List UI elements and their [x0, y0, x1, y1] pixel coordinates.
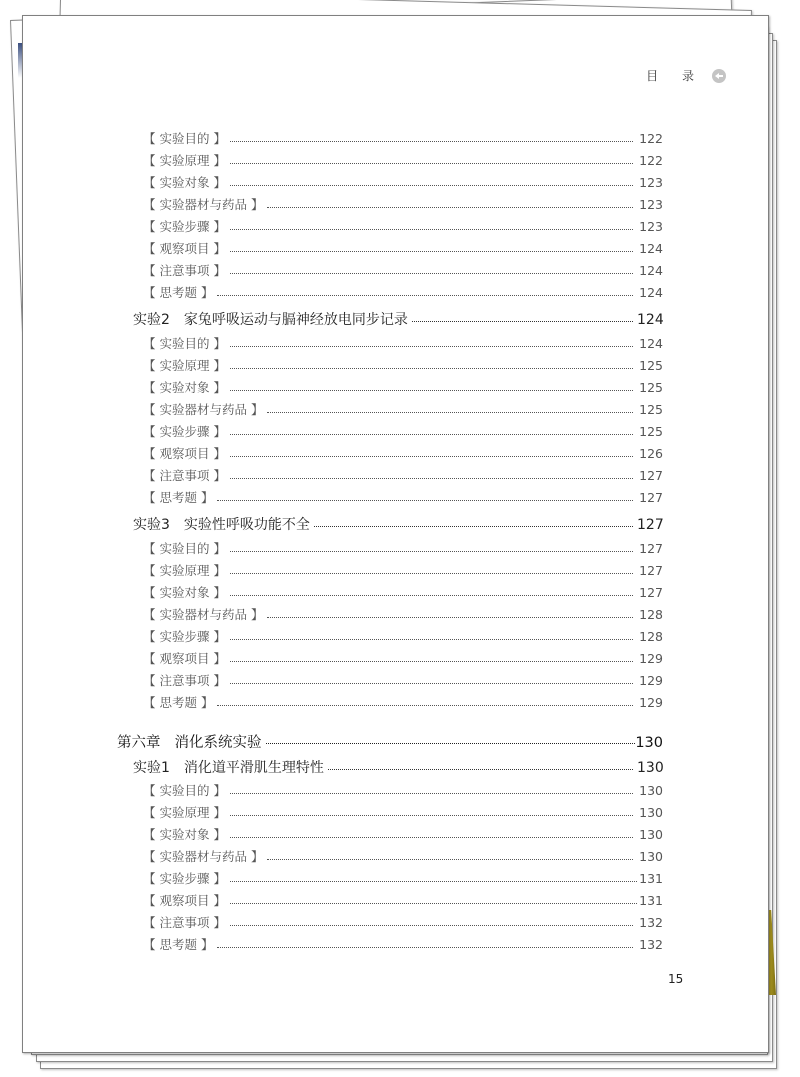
- dot-leader: [230, 346, 633, 347]
- dot-leader: [230, 163, 633, 164]
- toc-entry[interactable]: 【 实验原理 】 130: [143, 805, 663, 820]
- toc-entry[interactable]: 【 实验目的 】 124: [143, 336, 663, 351]
- toc-entry[interactable]: 【 注意事项 】 129: [143, 673, 663, 688]
- dot-leader: [267, 207, 633, 208]
- toc-entry[interactable]: 【 实验对象 】 123: [143, 175, 663, 190]
- toc-entry[interactable]: 【 实验目的 】 122: [143, 131, 663, 146]
- dot-leader: [230, 837, 633, 838]
- toc-entry[interactable]: 【 实验对象 】 130: [143, 827, 663, 842]
- toc-entry[interactable]: 【 实验原理 】 125: [143, 358, 663, 373]
- page-number: 15: [668, 972, 684, 986]
- dot-leader: [314, 526, 633, 527]
- toc-entry[interactable]: 【 实验器材与药品 】 125: [143, 402, 663, 417]
- toc-entry[interactable]: 【 实验步骤 】 128: [143, 629, 663, 644]
- dot-leader: [230, 390, 633, 391]
- toc-entry[interactable]: 【 思考题 】 132: [143, 937, 663, 952]
- dot-leader: [230, 793, 633, 794]
- toc-experiment-entry[interactable]: 实验1 消化道平滑肌生理特性 130: [133, 760, 664, 776]
- toc-entry[interactable]: 【 注意事项 】 127: [143, 468, 663, 483]
- toc-entry[interactable]: 【 实验原理 】 127: [143, 563, 663, 578]
- toc-entry[interactable]: 【 实验步骤 】 125: [143, 424, 663, 439]
- dot-leader: [230, 185, 633, 186]
- toc-entry[interactable]: 【 实验对象 】 125: [143, 380, 663, 395]
- toc-entry[interactable]: 【 实验目的 】 127: [143, 541, 663, 556]
- dot-leader: [230, 456, 633, 457]
- dot-leader: [267, 412, 633, 413]
- dot-leader: [230, 478, 633, 479]
- dot-leader: [267, 617, 633, 618]
- toc-entry[interactable]: 【 实验步骤 】 131: [143, 871, 663, 886]
- dot-leader: [230, 903, 637, 904]
- toc-entry[interactable]: 【 注意事项 】 132: [143, 915, 663, 930]
- toc-entry[interactable]: 【 观察项目 】 126: [143, 446, 663, 461]
- toc-experiment-entry[interactable]: 实验2 家兔呼吸运动与膈神经放电同步记录 124: [133, 312, 664, 328]
- toc-entry[interactable]: 【 思考题 】 124: [143, 285, 663, 300]
- toc-entry[interactable]: 【 实验原理 】 122: [143, 153, 663, 168]
- toc-entry[interactable]: 【 观察项目 】 131: [143, 893, 663, 908]
- dot-leader: [230, 551, 633, 552]
- toc-entry[interactable]: 【 实验器材与药品 】 130: [143, 849, 663, 864]
- toc-entry[interactable]: 【 注意事项 】 124: [143, 263, 663, 278]
- dot-leader: [412, 321, 633, 322]
- toc-entry[interactable]: 【 观察项目 】 124: [143, 241, 663, 256]
- dot-leader: [230, 251, 633, 252]
- dot-leader: [230, 925, 633, 926]
- toc-entry[interactable]: 【 实验对象 】 127: [143, 585, 663, 600]
- dot-leader: [230, 573, 633, 574]
- toc-entry[interactable]: 【 实验步骤 】 123: [143, 219, 663, 234]
- toc-entry[interactable]: 【 实验目的 】 130: [143, 783, 663, 798]
- dot-leader: [217, 295, 633, 296]
- dot-leader: [230, 273, 633, 274]
- dot-leader: [267, 859, 633, 860]
- dot-leader: [328, 769, 633, 770]
- dot-leader: [230, 661, 633, 662]
- running-head-title: 目 录: [646, 69, 704, 83]
- dot-leader: [230, 683, 633, 684]
- dot-leader: [230, 229, 633, 230]
- dot-leader: [266, 743, 636, 744]
- dot-leader: [217, 500, 633, 501]
- toc-experiment-entry[interactable]: 实验3 实验性呼吸功能不全 127: [133, 517, 664, 533]
- dot-leader: [230, 368, 633, 369]
- toc-chapter-entry[interactable]: 第六章 消化系统实验 130: [117, 735, 663, 751]
- dot-leader: [217, 705, 633, 706]
- dot-leader: [230, 639, 633, 640]
- toc-entry[interactable]: 【 实验器材与药品 】 128: [143, 607, 663, 622]
- toc-entry[interactable]: 【 思考题 】 127: [143, 490, 663, 505]
- dot-leader: [230, 434, 633, 435]
- dot-leader: [230, 141, 633, 142]
- dot-leader: [230, 815, 633, 816]
- toc-entry[interactable]: 【 观察项目 】 129: [143, 651, 663, 666]
- toc-entry[interactable]: 【 实验器材与药品 】 123: [143, 197, 663, 212]
- dot-leader: [230, 595, 633, 596]
- dot-leader: [217, 947, 633, 948]
- toc-entry[interactable]: 【 思考题 】 129: [143, 695, 663, 710]
- dot-leader: [230, 881, 637, 882]
